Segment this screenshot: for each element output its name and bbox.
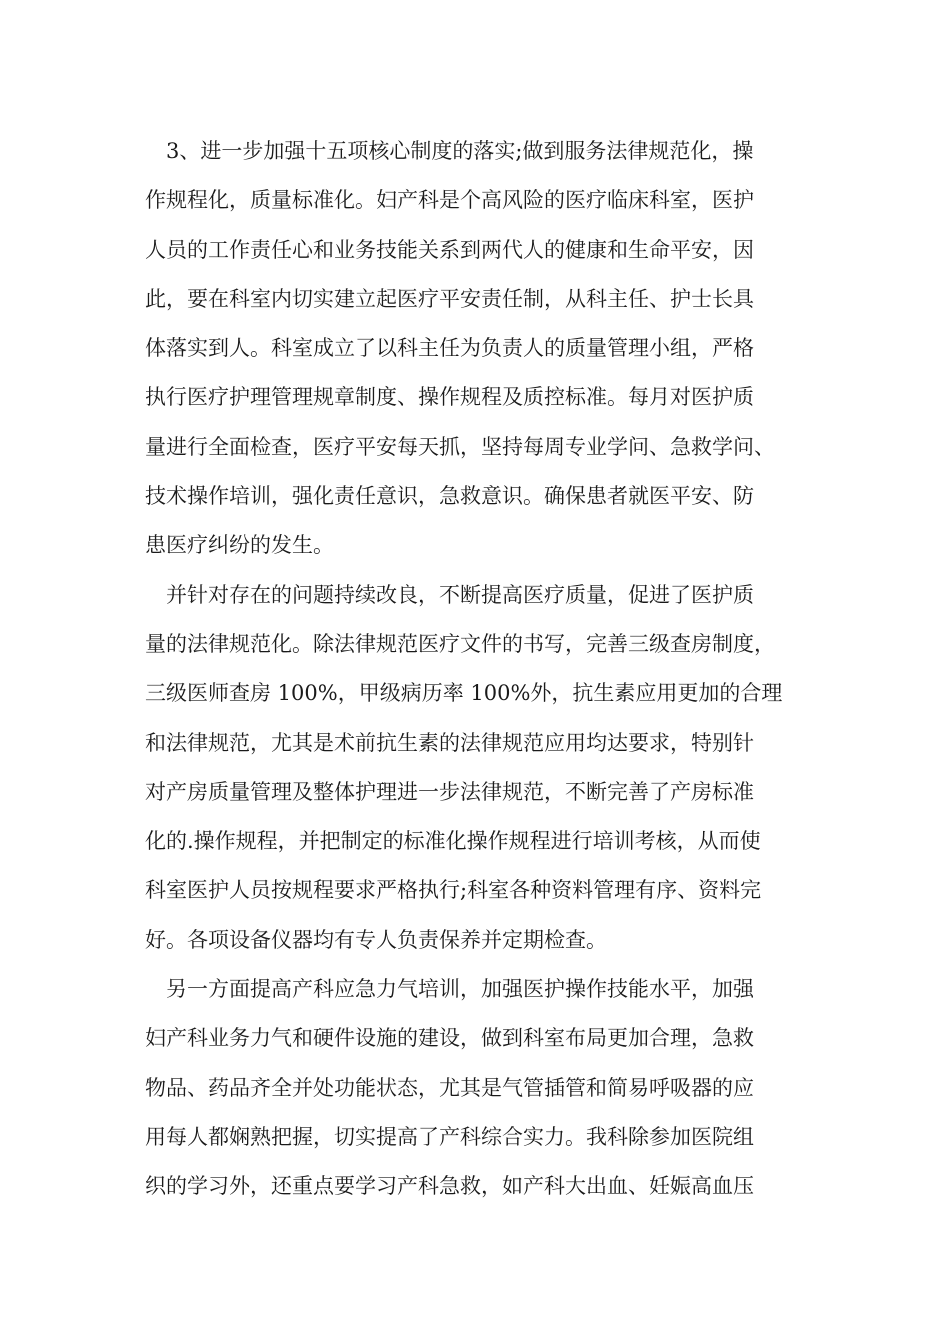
text-line: 作规程化，质量标准化。妇产科是个高风险的医疗临床科室，医护 xyxy=(145,188,754,213)
paragraph-1 xyxy=(145,127,825,571)
document-body xyxy=(145,127,825,1212)
text-line: 妇产科业务力气和硬件设施的建设，做到科室布局更加合理，急救 xyxy=(145,1026,754,1051)
text-line: 患医疗纠纷的发生。 xyxy=(145,533,334,558)
text-line: 物品、药品齐全并处功能状态，尤其是气管插管和简易呼吸器的应 xyxy=(145,1075,754,1100)
text-line: 好。各项设备仪器均有专人负责保养并定期检查。 xyxy=(145,927,607,952)
paragraph-3 xyxy=(145,965,825,1211)
text-line: 三级医师查房 100%，甲级病历率 100%外，抗生素应用更加的合理 xyxy=(145,681,783,706)
text-line: 执行医疗护理管理规章制度、操作规程及质控标准。每月对医护质 xyxy=(145,385,754,410)
text-line: 并针对存在的问题持续改良，不断提高医疗质量，促进了医护质 xyxy=(166,582,754,607)
text-line: 科室医护人员按规程要求严格执行;科室各种资料管理有序、资料完 xyxy=(145,878,762,903)
text-line: 技术操作培训，强化责任意识，急救意识。确保患者就医平安、防 xyxy=(145,484,754,509)
text-line: 体落实到人。科室成立了以科主任为负责人的质量管理小组，严格 xyxy=(145,336,754,361)
text-line: 织的学习外，还重点要学习产科急救，如产科大出血、妊娠高血压 xyxy=(145,1174,754,1199)
text-line: 化的.操作规程，并把制定的标准化操作规程进行培训考核，从而使 xyxy=(145,829,761,854)
text-line: 另一方面提高产科应急力气培训，加强医护操作技能水平，加强 xyxy=(166,977,754,1002)
text-line: 用每人都娴熟把握，切实提高了产科综合实力。我科除参加医院组 xyxy=(145,1124,754,1149)
text-line: 此，要在科室内切实建立起医疗平安责任制，从科主任、护士长具 xyxy=(145,286,754,311)
text-line: 和法律规范，尤其是术前抗生素的法律规范应用均达要求，特别针 xyxy=(145,730,754,755)
paragraph-2 xyxy=(145,571,825,965)
text-line: 量进行全面检查，医疗平安每天抓，坚持每周专业学问、急救学问、 xyxy=(145,434,775,459)
text-line: 3、进一步加强十五项核心制度的落实;做到服务法律规范化，操 xyxy=(166,139,754,163)
text-line: 量的法律规范化。除法律规范医疗文件的书写，完善三级查房制度， xyxy=(145,631,775,656)
text-line: 对产房质量管理及整体护理进一步法律规范，不断完善了产房标准 xyxy=(145,779,754,804)
text-line: 人员的工作责任心和业务技能关系到两代人的健康和生命平安，因 xyxy=(145,237,754,262)
